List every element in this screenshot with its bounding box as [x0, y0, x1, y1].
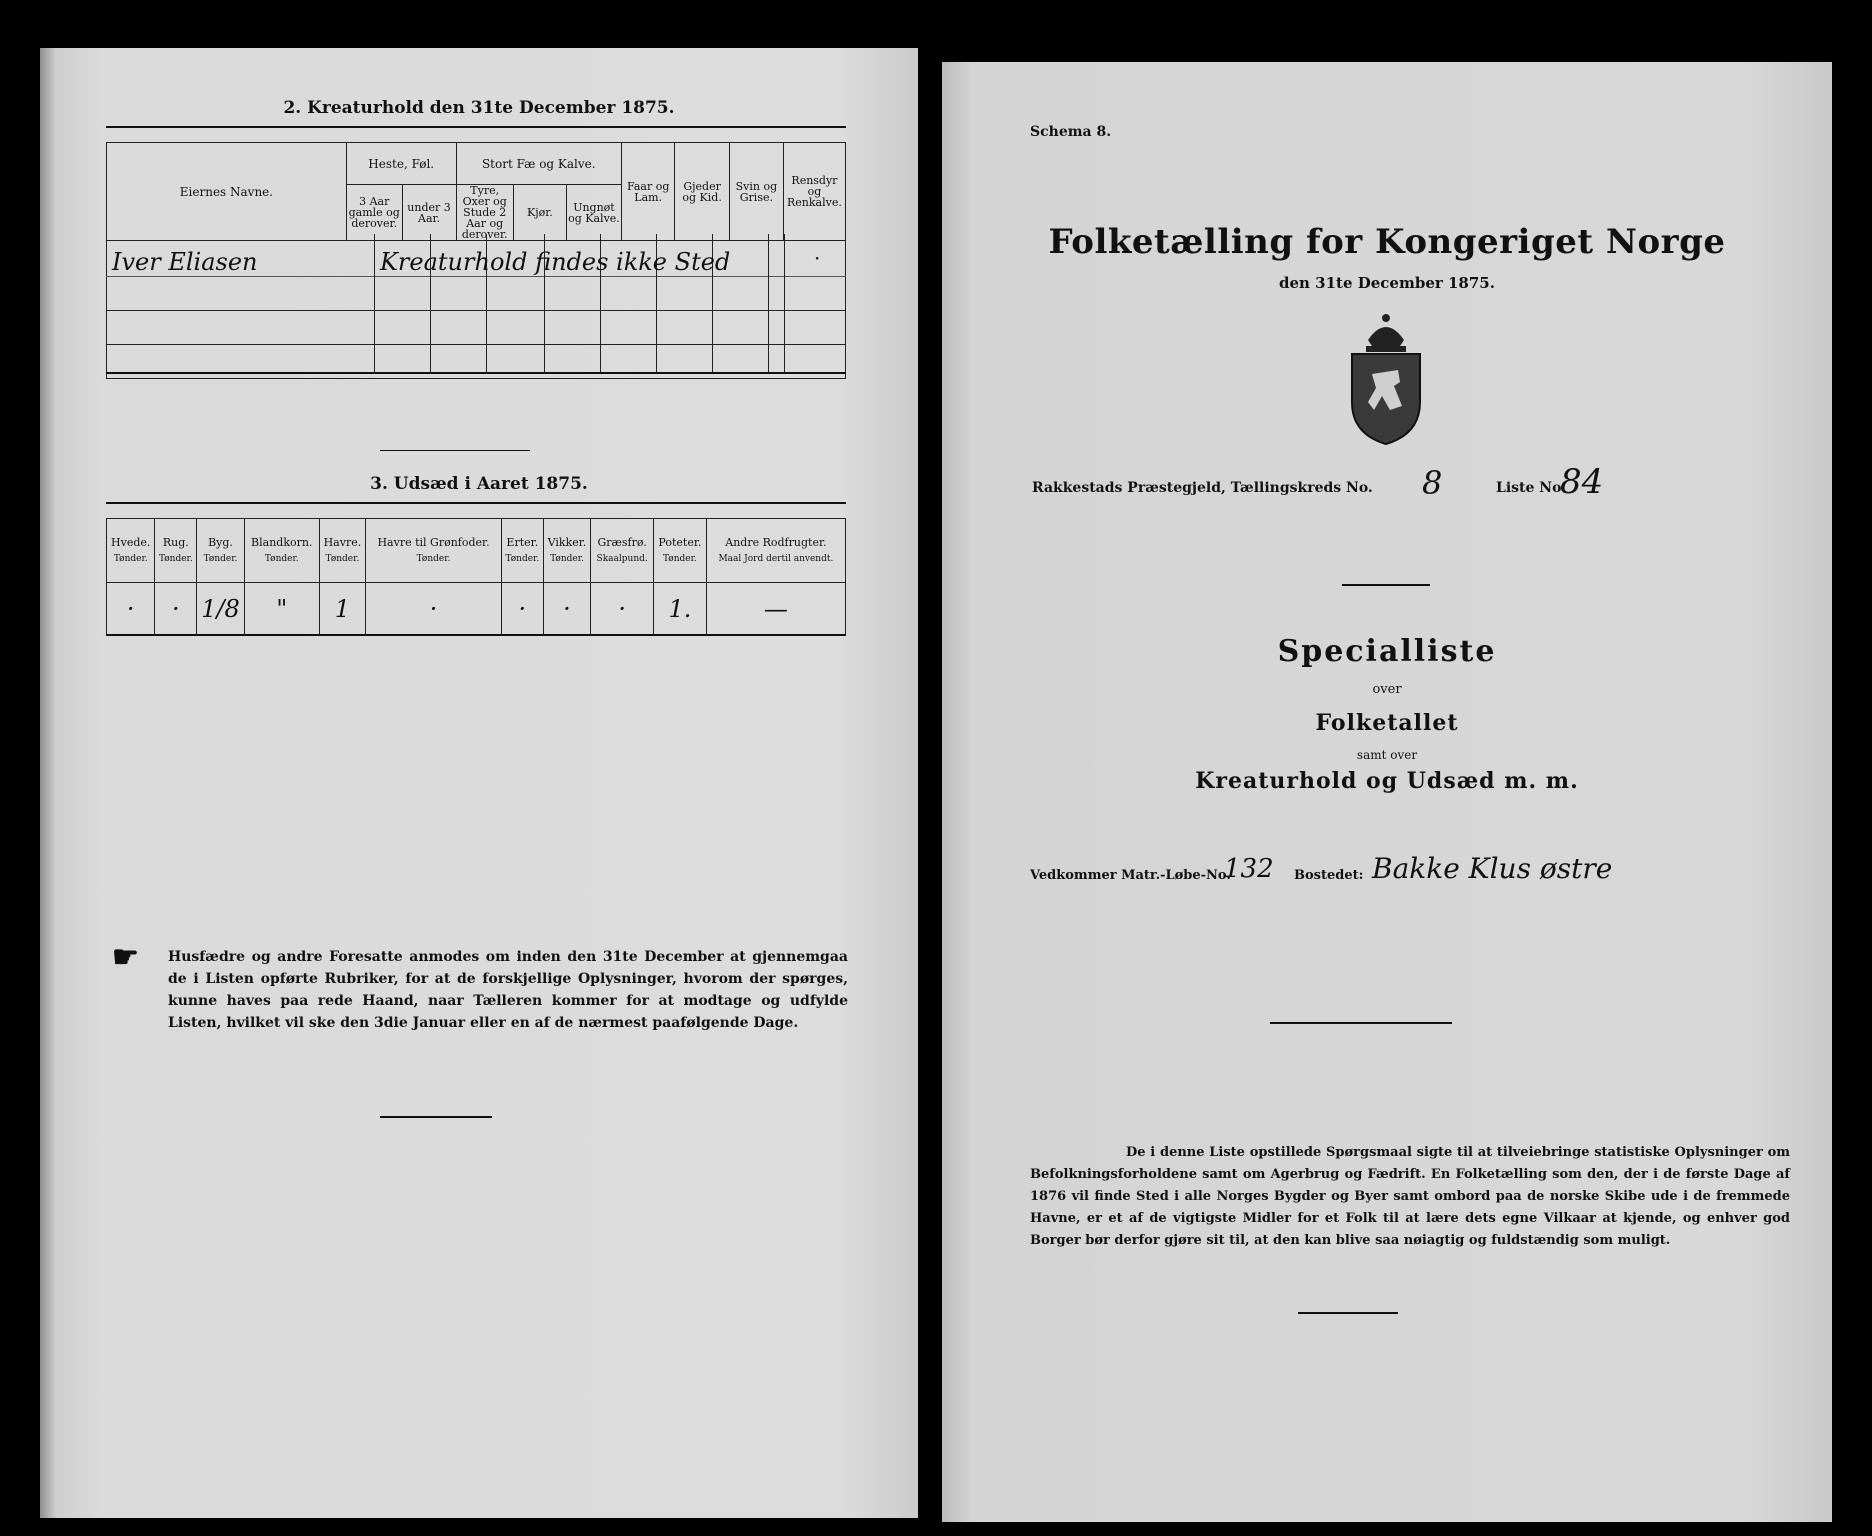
crop-value: ·	[501, 583, 543, 635]
crop-unit: Tønder.	[113, 553, 148, 564]
crop-unit: Skaalpund.	[596, 553, 648, 564]
rensdyr-header: Rensdyr og Renkalve.	[783, 143, 845, 241]
crop-name: Erter.	[506, 535, 539, 549]
section2-title: 2. Kreaturhold den 31te December 1875.	[283, 98, 675, 118]
matr-label: Vedkommer Matr.-Løbe-No.	[1030, 868, 1231, 883]
stort-fae-header: Stort Fæ og Kalve.	[456, 143, 622, 185]
crop-header	[244, 519, 319, 583]
crop-value: 1	[319, 583, 365, 635]
kreds-number: 8	[1422, 464, 1443, 502]
crop-value: ·	[543, 583, 591, 635]
crop-unit: Tønder.	[158, 553, 193, 564]
crop-header	[501, 519, 543, 583]
crop-unit: Maal Jord dertil anvendt.	[718, 553, 834, 564]
rensdyr-mark: ·	[814, 246, 821, 270]
crop-value: 1.	[653, 583, 706, 635]
kreaturhold-heading: Kreaturhold og Udsæd m. m.	[1195, 768, 1579, 794]
liste-label: Liste No.	[1496, 480, 1567, 496]
samt-over-text: samt over	[1356, 748, 1418, 762]
crop-unit: Tønder.	[505, 553, 540, 564]
crop-value: ·	[366, 583, 502, 635]
kjer-sub: Kjør.	[513, 185, 566, 241]
section3-title: 3. Udsæd i Aaret 1875.	[370, 474, 588, 494]
crop-name: Byg.	[208, 535, 233, 549]
crop-name: Rug.	[162, 535, 189, 549]
crop-header	[319, 519, 365, 583]
crop-unit: Tønder.	[416, 553, 451, 564]
prestegjeld-label: Rakkestads Præstegjeld, Tællingskreds No.	[1032, 480, 1373, 496]
crop-header	[107, 519, 155, 583]
owner-name: Iver Eliasen	[112, 248, 258, 276]
over-text: over	[1372, 682, 1402, 697]
crop-unit: Tønder.	[550, 553, 584, 564]
faar-header: Faar og Lam.	[622, 143, 675, 241]
coat-of-arms-icon	[1338, 310, 1434, 446]
crop-header	[197, 519, 245, 583]
gjeder-header: Gjeder og Kid.	[675, 143, 730, 241]
heste-sub2: under 3 Aar.	[402, 185, 456, 241]
crop-value: —	[706, 583, 845, 635]
crop-unit: Tønder.	[203, 553, 238, 564]
crop-name: Havre til Grønfoder.	[377, 535, 490, 549]
crop-value: 1/8	[197, 583, 245, 635]
crop-unit: Tønder.	[325, 553, 360, 564]
livestock-note: Kreaturhold findes ikke Sted	[380, 248, 731, 276]
folketallet-heading: Folketallet	[1315, 710, 1459, 736]
crop-header	[706, 519, 845, 583]
notice-text: Husfædre og andre Foresatte anmodes om inden den 31te December at gjennemgaa de i Listen opførte Rubriker, for at de forskjellige Oplysninger, hvorom der spørges, kunne haves paa rede Haand, naar Tælleren kommer for at modtage og udfylde Listen, hvilket vil ske den 3die Januar eller en af de nærmest paafølgende Dage.	[168, 949, 848, 1031]
crop-header	[543, 519, 591, 583]
crop-name: Havre.	[323, 535, 362, 549]
crop-value: ·	[155, 583, 197, 635]
right-page	[942, 62, 1832, 1522]
crop-header	[653, 519, 706, 583]
crop-header	[366, 519, 502, 583]
crop-header	[591, 519, 654, 583]
crop-name: Græsfrø.	[597, 535, 647, 549]
matr-number: 132	[1224, 854, 1274, 884]
crop-name: Poteter.	[658, 535, 702, 549]
schema-label: Schema 8.	[1030, 124, 1112, 140]
specialliste-heading: Specialliste	[1277, 634, 1497, 669]
crop-value: ·	[107, 583, 155, 635]
crop-header	[155, 519, 197, 583]
crop-value: ·	[591, 583, 654, 635]
liste-number: 84	[1560, 462, 1604, 502]
main-title: Folketælling for Kongeriget Norge	[1048, 222, 1726, 262]
bosted-value: Bakke Klus østre	[1372, 852, 1613, 885]
heste-header: Heste, Føl.	[346, 143, 456, 185]
crop-unit: Tønder.	[264, 553, 299, 564]
crop-name: Vikker.	[547, 535, 587, 549]
tyre-sub: Tyre, Oxer og Stude 2 Aar og derover.	[456, 185, 513, 241]
pointing-hand-icon: ☛	[112, 940, 139, 975]
left-page	[40, 48, 918, 1518]
crop-unit: Tønder.	[663, 553, 697, 564]
owner-header: Eiernes Navne.	[107, 143, 347, 241]
svin-header: Svin og Grise.	[729, 143, 783, 241]
crop-name: Andre Rodfrugter.	[725, 535, 827, 549]
census-date: den 31te December 1875.	[1279, 274, 1495, 292]
heste-sub1: 3 Aar gamle og derover.	[346, 185, 402, 241]
bosted-label: Bostedet:	[1294, 868, 1364, 883]
crop-name: Hvede.	[111, 535, 151, 549]
purpose-paragraph: De i denne Liste opstillede Spørgsmaal sigte til at tilveiebringe statistiske Oplysninger om Befolkningsforholdene samt om Agerbrug og Fædrift. En Folketælling som den, der i de første Dage af 1876 vil finde Sted i alle Norges Bygder og Byer samt ombord paa de norske Skibe ude i de fremmede Havne, er et af de vigtigste Midler for et Folk til at lære dets egne Vilkaar at kjende, og enhver god Borger bør derfor gjøre sit til, at den kan blive saa nøiagtig og fuldstændig som muligt.	[1030, 1145, 1790, 1248]
crops-table	[106, 518, 846, 635]
crop-name: Blandkorn.	[251, 535, 313, 549]
rule	[106, 126, 846, 128]
crop-value: "	[244, 583, 319, 635]
ungnot-sub: Ungnøt og Kalve.	[566, 185, 621, 241]
